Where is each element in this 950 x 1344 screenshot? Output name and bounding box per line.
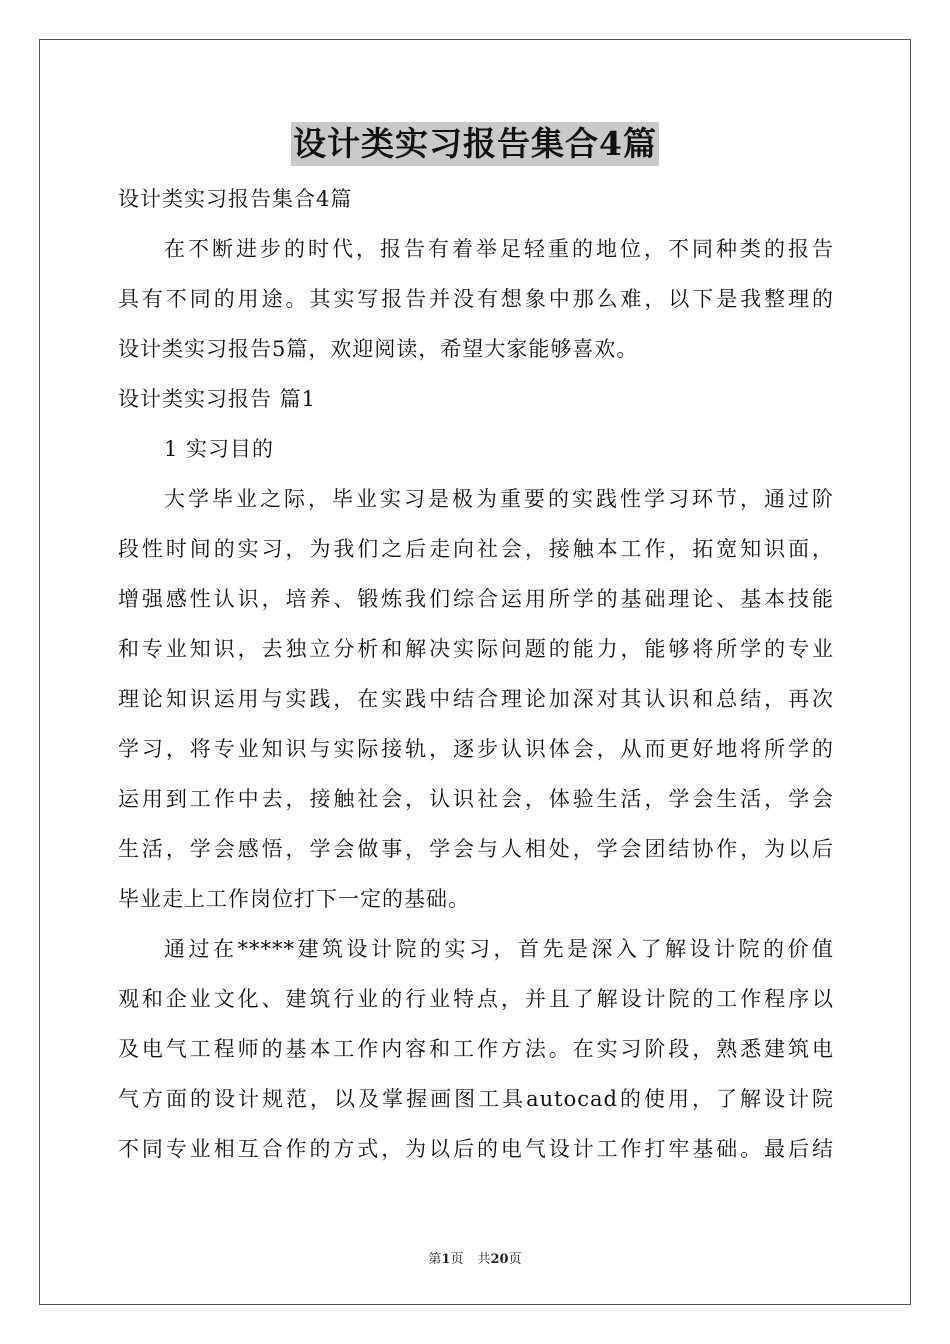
text-line: 生活，学会感悟，学会做事，学会与人相处，学会团结协作，为以后 xyxy=(118,837,834,861)
text-line: 设计类实习报告 篇1 xyxy=(118,387,317,411)
document-title-text: 设计类实习报告集合4篇 xyxy=(291,122,659,166)
text-line: 毕业走上工作岗位打下一定的基础。 xyxy=(118,887,470,911)
text-line: 及电气工程师的基本工作内容和工作方法。在实习阶段，熟悉建筑电 xyxy=(118,1037,834,1061)
footer-page-prefix: 第 xyxy=(428,1252,442,1267)
text-line: 段性时间的实习，为我们之后走向社会，接触本工作，拓宽知识面， xyxy=(118,537,834,561)
text-line: 在不断进步的时代，报告有着举足轻重的地位，不同种类的报告 xyxy=(164,237,834,261)
text-line: 学习，将专业知识与实际接轨，逐步认识体会，从而更好地将所学的 xyxy=(118,737,834,761)
text-line: 大学毕业之际，毕业实习是极为重要的实践性学习环节，通过阶 xyxy=(164,487,834,511)
text-line: 气方面的设计规范，以及掌握画图工具autocad的使用，了解设计院 xyxy=(118,1087,834,1111)
text-line: 设计类实习报告5篇，欢迎阅读，希望大家能够喜欢。 xyxy=(118,337,639,361)
text-line: 运用到工作中去，接触社会，认识社会，体验生活，学会生活，学会 xyxy=(118,787,834,811)
footer-total-suffix: 页 xyxy=(508,1252,522,1267)
text-line: 不同专业相互合作的方式，为以后的电气设计工作打牢基础。最后结 xyxy=(118,1137,834,1161)
text-line: 增强感性认识，培养、锻炼我们综合运用所学的基础理论、基本技能 xyxy=(118,587,834,611)
footer-page-suffix: 页 xyxy=(450,1252,464,1267)
page-footer xyxy=(0,1248,950,1267)
text-line: 理论知识运用与实践，在实践中结合理论加深对其认识和总结，再次 xyxy=(118,687,834,711)
text-line: 观和企业文化、建筑行业的行业特点，并且了解设计院的工作程序以 xyxy=(118,987,834,1011)
footer-page-number: 1 xyxy=(441,1252,451,1267)
text-line: 通过在*****建筑设计院的实习，首先是深入了解设计院的价值 xyxy=(164,937,834,961)
footer-total-prefix: 共 xyxy=(477,1252,491,1267)
text-line: 和专业知识，去独立分析和解决实际问题的能力，能够将所学的专业 xyxy=(118,637,834,661)
footer-total-pages: 20 xyxy=(490,1252,509,1267)
document-title xyxy=(0,122,950,166)
document-body xyxy=(118,180,834,1180)
text-line: 具有不同的用途。其实写报告并没有想象中那么难，以下是我整理的 xyxy=(118,287,834,311)
text-line: 设计类实习报告集合4篇 xyxy=(118,187,353,211)
text-line: 1 实习目的 xyxy=(164,437,275,461)
